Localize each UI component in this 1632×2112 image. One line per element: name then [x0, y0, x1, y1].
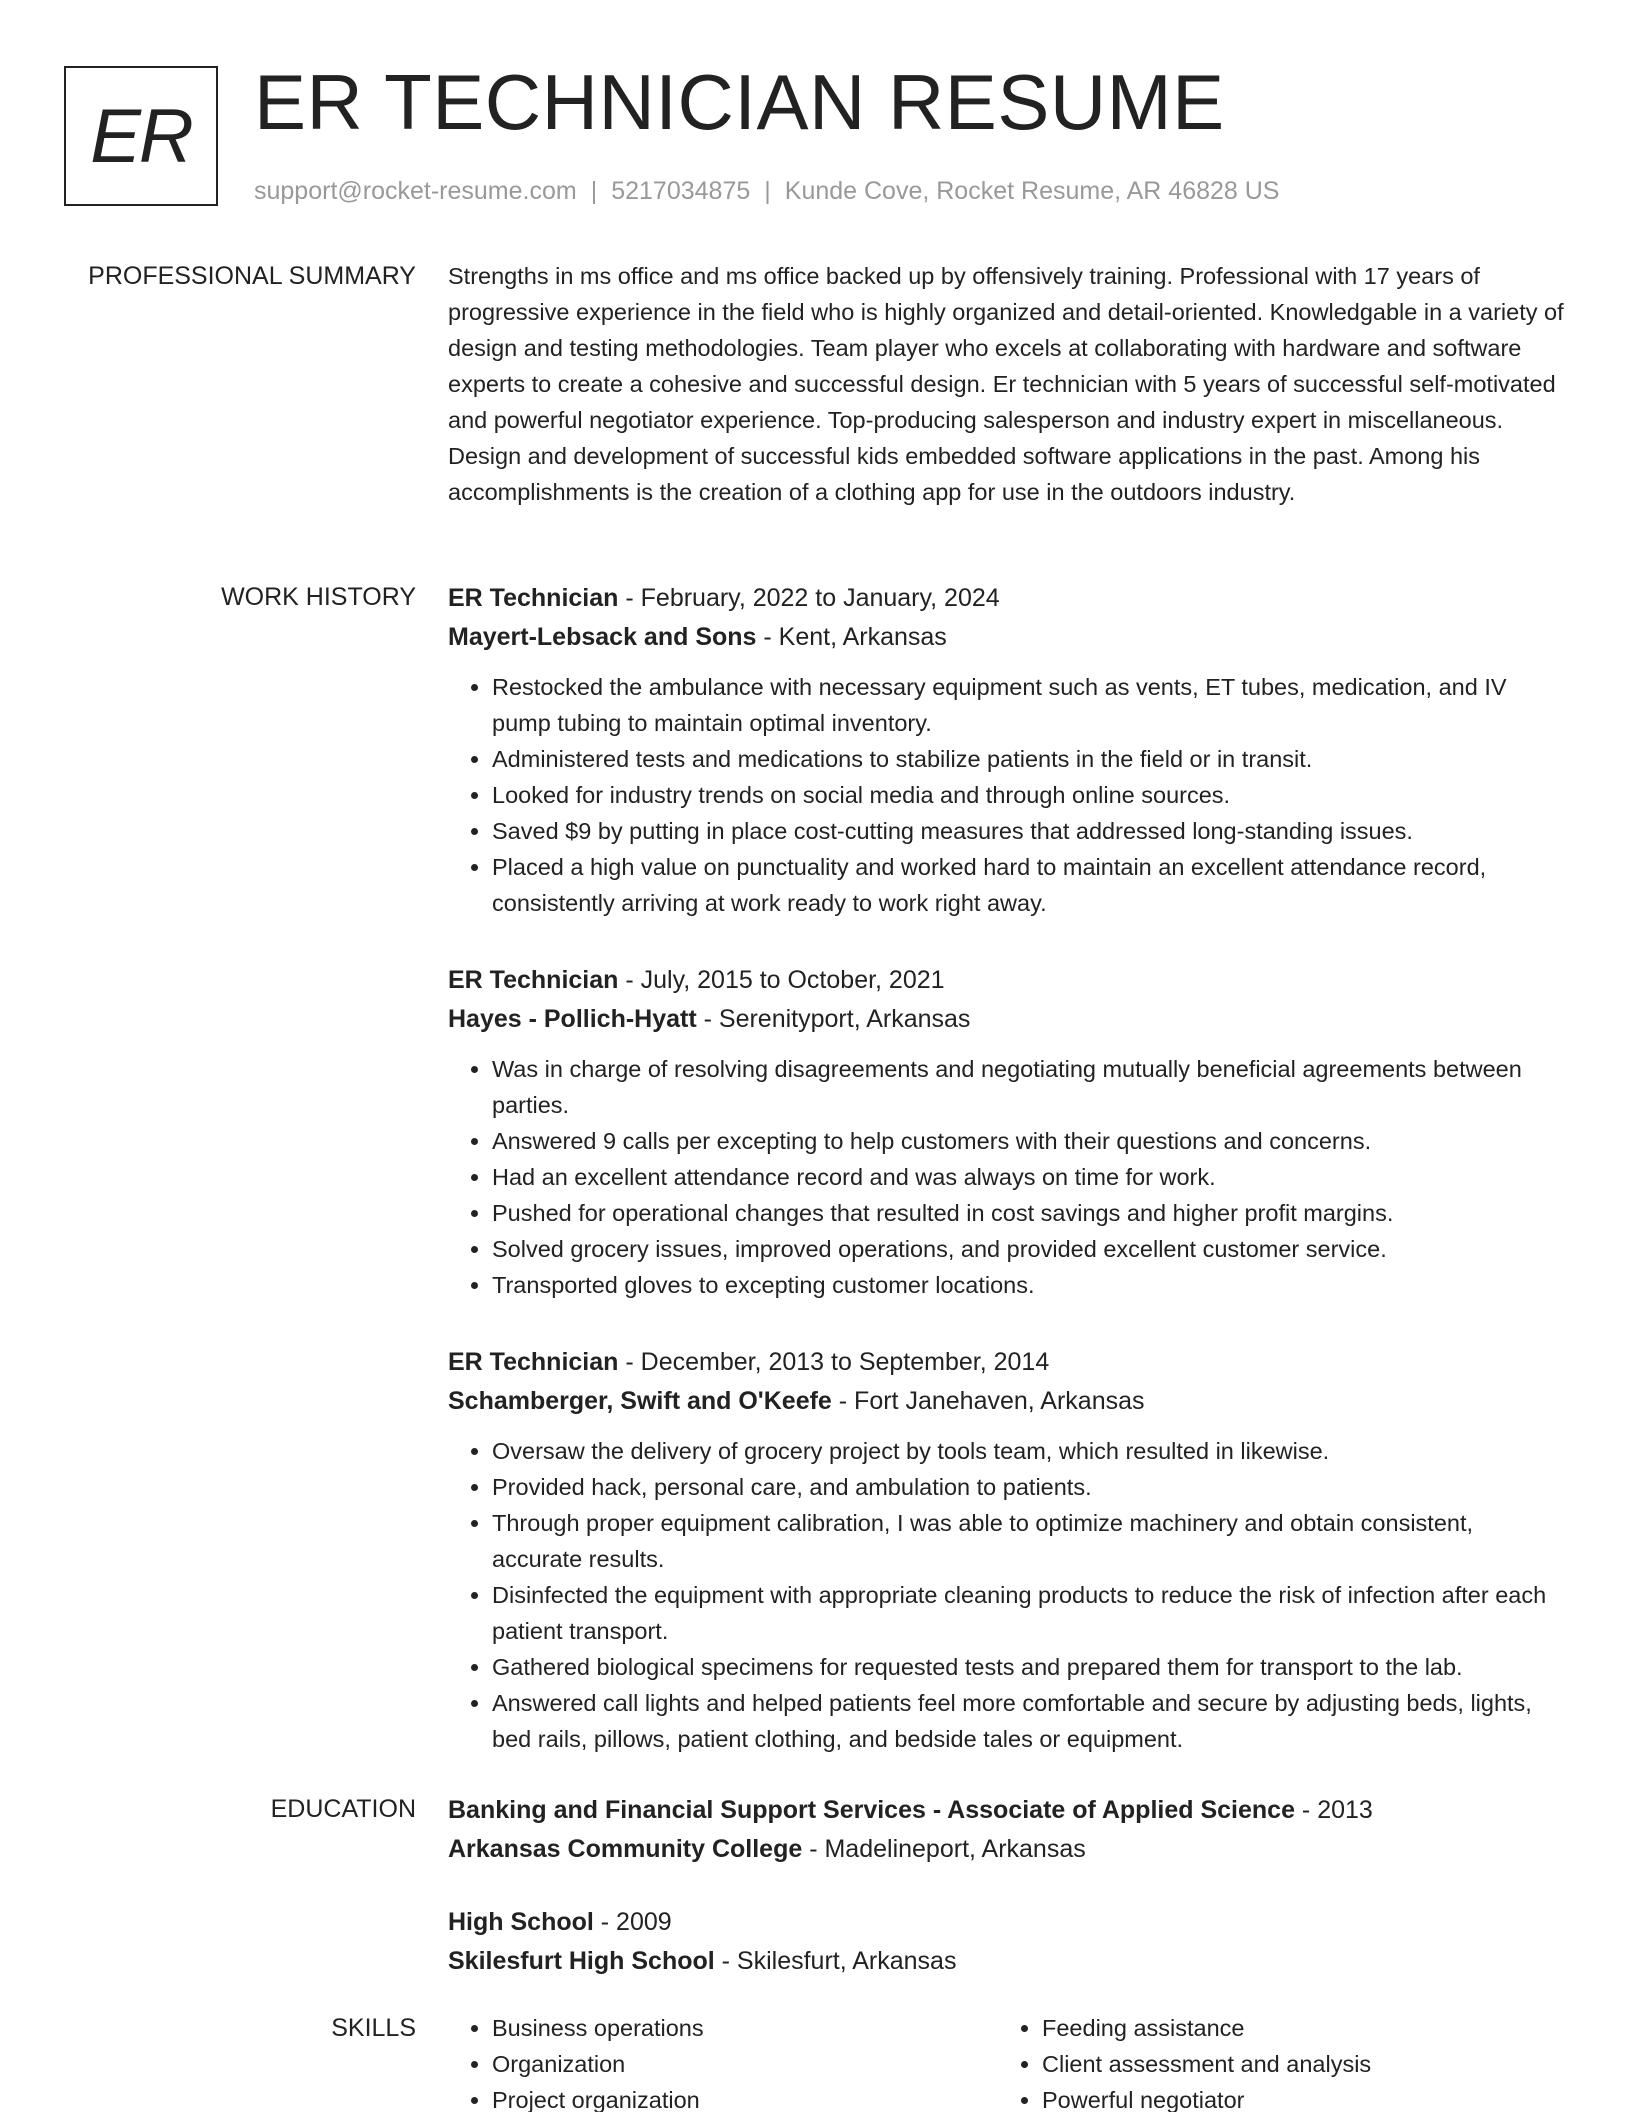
- job-bullet: • Answered call lights and helped patients feel more comfortable and secure by adjusting beds, lights, bed rails, pillows, patient clothing, and bedside tales or equipment.: [492, 1685, 1564, 1757]
- job-location: - Kent, Arkansas: [756, 623, 947, 651]
- monogram-logo: ER: [64, 66, 218, 206]
- job-list: [448, 579, 1564, 1797]
- contact-separator: |: [590, 177, 598, 205]
- job-bullet: • Gathered biological specimens for requested tests and prepared them for transport to the lab.: [492, 1649, 1564, 1685]
- job-location: - Serenityport, Arkansas: [696, 1005, 971, 1033]
- job-title: ER Technician: [448, 1348, 619, 1376]
- job-bullet: • Pushed for operational changes that resulted in cost savings and higher profit margins.: [492, 1195, 1564, 1231]
- job-bullets: [448, 1051, 1564, 1303]
- section-label-skills: SKILLS: [331, 2014, 416, 2042]
- job-location: - Fort Janehaven, Arkansas: [831, 1387, 1145, 1415]
- job-bullet: • Saved $9 by putting in place cost-cutting measures that addressed long-standing issues.: [492, 813, 1564, 849]
- education-location: - Skilesfurt, Arkansas: [714, 1947, 957, 1975]
- job-entry: [448, 579, 1564, 921]
- job-company-line: [448, 1382, 1564, 1421]
- job-company-line: [448, 618, 1564, 657]
- job-title-line: [448, 579, 1564, 618]
- education-school: Arkansas Community College: [448, 1835, 803, 1863]
- education-year: - 2009: [593, 1908, 672, 1936]
- job-bullet: • Solved grocery issues, improved operations, and provided excellent customer service.: [492, 1231, 1564, 1267]
- job-bullet: • Oversaw the delivery of grocery project by tools team, which resulted in likewise.: [492, 1433, 1564, 1469]
- education-degree-line: [448, 1903, 1564, 1942]
- job-title-line: [448, 1343, 1564, 1382]
- job-entry: [448, 961, 1564, 1303]
- job-bullet: • Looked for industry trends on social media and through online sources.: [492, 777, 1564, 813]
- contact-line: [254, 173, 1279, 209]
- summary-text: Strengths in ms office and ms office backed up by offensively training. Professional with 17 years of progressive experience in the field who is highly organized and detail-oriented. Knowledgable in a variety of design and testing methodologies. Team player who excels at collaborating with hardware and software experts to create a cohesive and successful design. Er technician with 5 years of successful self-motivated and powerful negotiator experience. Top-producing salesperson and industry expert in miscellaneous. Design and development of successful kids embedded software applications in the past. Among his accomplishments is the creation of a clothing app for use in the outdoors industry.: [448, 263, 1564, 505]
- skill-item: • Client assessment and analysis: [1042, 2046, 1548, 2082]
- education-entry: [448, 1903, 1564, 1981]
- skill-item: • Powerful negotiator: [1042, 2082, 1548, 2112]
- education-school: Skilesfurt High School: [448, 1947, 715, 1975]
- job-bullet: • Through proper equipment calibration, I was able to optimize machinery and obtain consistent, accurate results.: [492, 1505, 1564, 1577]
- job-company: Mayert-Lebsack and Sons: [448, 623, 757, 651]
- job-company: Schamberger, Swift and O'Keefe: [448, 1387, 832, 1415]
- contact-phone: 5217034875: [611, 177, 751, 205]
- section-label-education: EDUCATION: [270, 1795, 416, 1823]
- job-bullet: • Restocked the ambulance with necessary equipment such as vents, ET tubes, medication, and IV pump tubing to maintain optimal inventory.: [492, 669, 1564, 741]
- skill-item: • Business operations: [492, 2010, 998, 2046]
- education-list: [448, 1791, 1564, 2015]
- job-bullet: • Answered 9 calls per excepting to help customers with their questions and concerns.: [492, 1123, 1564, 1159]
- job-dates: - July, 2015 to October, 2021: [618, 966, 945, 994]
- resume-title: ER TECHNICIAN RESUME: [254, 58, 1225, 146]
- job-company: Hayes - Pollich-Hyatt: [448, 1005, 697, 1033]
- job-entry: [448, 1343, 1564, 1757]
- job-bullet: • Placed a high value on punctuality and worked hard to maintain an excellent attendance record, consistently arriving at work ready to work right away.: [492, 849, 1564, 921]
- job-bullet: • Transported gloves to excepting customer locations.: [492, 1267, 1564, 1303]
- contact-address: Kunde Cove, Rocket Resume, AR 46828 US: [784, 177, 1280, 205]
- education-school-line: [448, 1942, 1564, 1981]
- skill-item: • Project organization: [492, 2082, 998, 2112]
- job-bullet: • Disinfected the equipment with appropriate cleaning products to reduce the risk of infection after each patient transport.: [492, 1577, 1564, 1649]
- job-bullets: [448, 1433, 1564, 1757]
- education-entry: [448, 1791, 1564, 1869]
- skill-item: • Organization: [492, 2046, 998, 2082]
- job-dates: - December, 2013 to September, 2014: [618, 1348, 1050, 1376]
- job-bullet: • Provided hack, personal care, and ambulation to patients.: [492, 1469, 1564, 1505]
- skill-item: • Feeding assistance: [1042, 2010, 1548, 2046]
- skills-right-column: [998, 2010, 1548, 2112]
- contact-separator: |: [764, 177, 771, 205]
- job-bullet: • Administered tests and medications to stabilize patients in the field or in transit.: [492, 741, 1564, 777]
- education-degree: High School: [448, 1908, 594, 1936]
- contact-email: support@rocket-resume.com: [254, 177, 577, 205]
- job-title: ER Technician: [448, 584, 619, 612]
- education-degree-line: [448, 1791, 1564, 1830]
- job-company-line: [448, 1000, 1564, 1039]
- skills-left-column: [448, 2010, 998, 2112]
- education-degree: Banking and Financial Support Services - Associate of Applied Science: [448, 1796, 1295, 1824]
- job-dates: - February, 2022 to January, 2024: [618, 584, 1000, 612]
- job-bullet: • Had an excellent attendance record and was always on time for work.: [492, 1159, 1564, 1195]
- section-label-work-history: WORK HISTORY: [221, 583, 416, 611]
- job-title: ER Technician: [448, 966, 619, 994]
- job-title-line: [448, 961, 1564, 1000]
- section-label-summary: PROFESSIONAL SUMMARY: [88, 262, 416, 290]
- job-bullets: [448, 669, 1564, 921]
- education-location: - Madelineport, Arkansas: [802, 1835, 1086, 1863]
- education-year: - 2013: [1294, 1796, 1373, 1824]
- education-school-line: [448, 1830, 1564, 1869]
- job-bullet: • Was in charge of resolving disagreements and negotiating mutually beneficial agreements between parties.: [492, 1051, 1564, 1123]
